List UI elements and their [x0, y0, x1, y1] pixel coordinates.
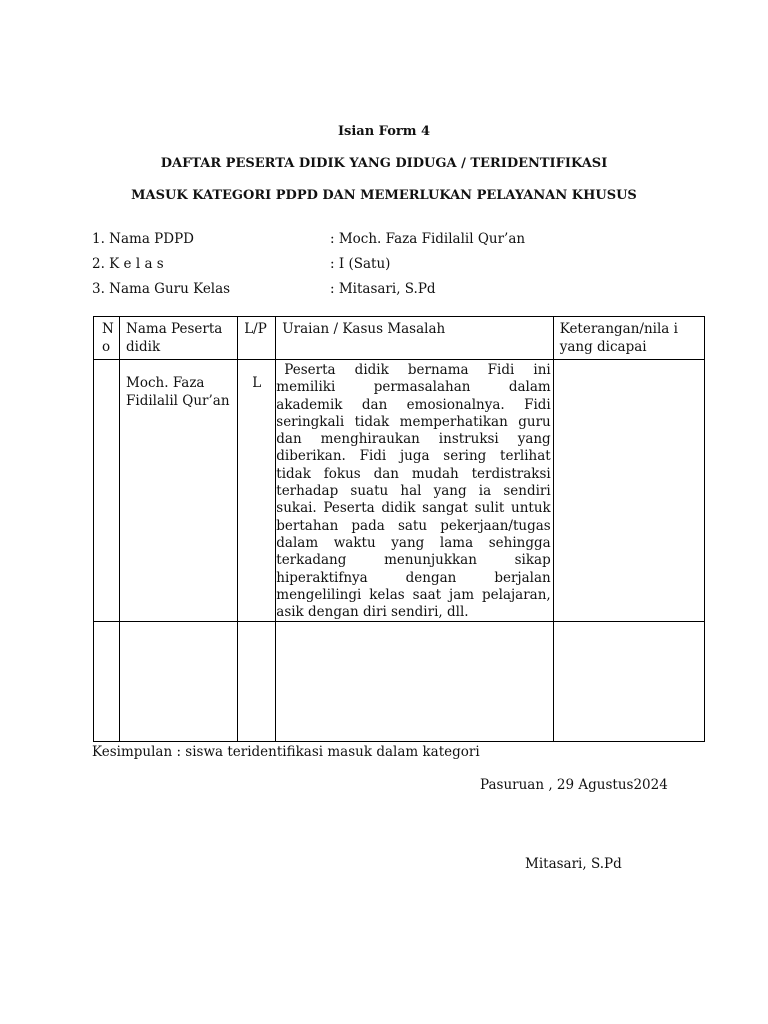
cell-no	[94, 360, 120, 622]
kesimpulan-text: Kesimpulan : siswa teridentifikasi masuk dalam kategori	[92, 744, 480, 760]
info-label: 2. K e l a s	[92, 256, 164, 272]
info-label: 1. Nama PDPD	[92, 231, 194, 247]
header-nama: Nama Peserta didik	[120, 317, 238, 360]
cell-nama	[120, 622, 238, 742]
cell-uraian: Peserta didik bernama Fidi ini memiliki permasalahan dalam akademik dan emosionalnya. Fidi seringkali tidak memperhatikan guru dan menghiraukan instruksi yang diberikan. Fidi juga sering terlihat tidak fokus dan mudah terdistraksi terhadap suatu hal yang ia sendiri sukai. Peserta didik sangat sulit untuk bertahan pada satu pekerjaan/tugas dalam waktu yang lama sehingga terkadang menunjukkan sikap hiperaktifnya dengan berjalan mengelilingi kelas saat jam pelajaran, asik dengan diri sendiri, dll.	[276, 360, 553, 622]
info-label: 3. Nama Guru Kelas	[92, 281, 231, 297]
header-no: No	[94, 317, 120, 360]
header-lp: L/P	[238, 317, 276, 360]
title-line-2: MASUK KATEGORI PDPD DAN MEMERLUKAN PELAYANAN KHUSUS	[131, 188, 637, 203]
table-row	[94, 360, 705, 622]
cell-keterangan	[553, 360, 704, 622]
cell-no	[94, 622, 120, 742]
pdpd-table	[93, 316, 705, 742]
place-date: Pasuruan , 29 Agustus2024	[480, 777, 668, 793]
header-keterangan: Keterangan/nila i yang dicapai	[553, 317, 704, 360]
info-value: : Mitasari, S.Pd	[330, 281, 436, 297]
cell-lp	[238, 622, 276, 742]
cell-uraian	[276, 622, 553, 742]
title-line-1: DAFTAR PESERTA DIDIK YANG DIDUGA / TERIDENTIFIKASI	[160, 156, 608, 171]
cell-lp: L	[238, 360, 276, 622]
cell-nama: Moch. Faza Fidilalil Qur’an	[120, 360, 238, 622]
info-value: : Moch. Faza Fidilalil Qur’an	[330, 231, 526, 247]
signature-name: Mitasari, S.Pd	[525, 856, 622, 872]
info-value: : I (Satu)	[330, 256, 391, 272]
cell-keterangan	[553, 622, 704, 742]
form-label: Isian Form 4	[337, 124, 431, 139]
table-row	[94, 622, 705, 742]
table-header-row	[94, 317, 705, 360]
header-uraian: Uraian / Kasus Masalah	[276, 317, 553, 360]
